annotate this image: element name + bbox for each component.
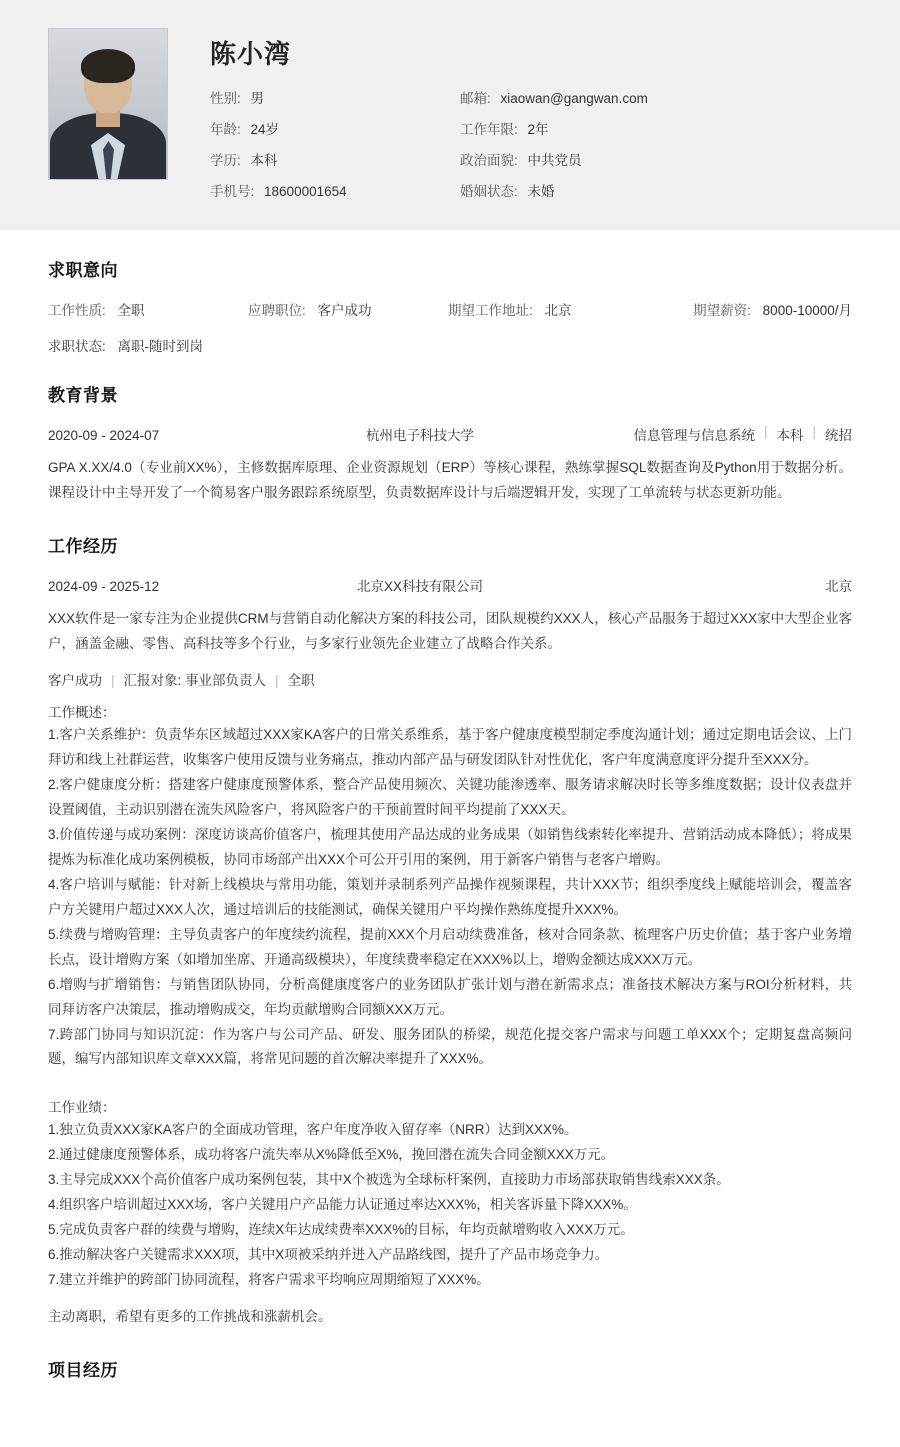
info-value: 18600001654	[264, 184, 347, 199]
work-position: 客户成功	[48, 672, 102, 688]
info-item-phone	[210, 180, 460, 200]
education-description: GPA X.XX/4.0（专业前XX%），主修数据库原理、企业资源规划（ERP）等核心课程，熟练掌握SQL数据查询及Python用于数据分析。课程设计中主导开发了一个简易客户服务跟踪系统原型，负责数据库设计与后端逻辑开发，实现了工单流转与状态更新功能。	[48, 460, 852, 500]
education-entry-header	[48, 424, 852, 444]
list-item: 6.推动解决客户关键需求XXX项，其中X项被采纳并进入产品路线图，提升了产品市场竞争力。	[48, 1247, 609, 1263]
list-item: 4.客户培训与赋能：针对新上线模块与常用功能，策划并录制系列产品操作视频课程，共计XXX节；组织季度线上赋能培训会，覆盖客户方关键用户超过XXX人次，通过培训后的技能测试，确保关键用户平均操作熟练度提升XXX%。	[48, 876, 852, 917]
info-item-age	[210, 118, 460, 138]
info-label: 婚姻状态:	[460, 184, 518, 199]
work-date: 2024-09 - 2025-12	[48, 578, 160, 594]
education-category: 统招	[825, 428, 852, 443]
job-intent-grid	[48, 299, 852, 319]
list-item: 4.组织客户培训超过XXX场，客户关键用户产品能力认证通过率达XXX%，相关客诉量下降XXX%。	[48, 1197, 637, 1213]
photo-hair	[81, 49, 135, 83]
work-company-intro: XXX软件是一家专注为企业提供CRM与营销自动化解决方案的科技公司，团队规模约XXX人，核心产品服务于超过XXX家中大型企业客户，涵盖金融、零售、高科技等多个行业，与多家行业领先企业建立了战略合作关系。	[48, 610, 852, 651]
divider: |	[812, 424, 816, 439]
work-overview-list	[48, 723, 852, 1073]
intent-item-status	[48, 335, 852, 355]
info-value: 本科	[250, 153, 278, 168]
list-item: 2.客户健康度分析：搭建客户健康度预警体系，整合产品使用频次、关键功能渗透率、服务请求解决时长等多维度数据；设计仪表盘并设置阈值，主动识别潜在流失风险客户，将风险客户的干预前置时间平均提前了XXX天。	[48, 776, 852, 817]
work-leave-reason: 主动离职，希望有更多的工作挑战和涨薪机会。	[48, 1309, 332, 1325]
section-title-project: 项目经历	[48, 1361, 118, 1381]
education-school: 杭州电子科技大学	[366, 428, 474, 443]
work-report-to: 汇报对象: 事业部负责人	[123, 672, 267, 688]
work-job-type: 全职	[287, 672, 315, 688]
list-item: 2.通过健康度预警体系，成功将客户流失率从X%降低至X%，挽回潜在流失合同金额XXX万元。	[48, 1147, 615, 1163]
work-company: 北京XX科技有限公司	[356, 578, 483, 594]
info-value: xiaowan@gangwan.com	[500, 91, 648, 106]
info-value: 男	[250, 91, 265, 106]
resume-content	[0, 230, 900, 1447]
info-label: 性别:	[210, 91, 241, 106]
info-value: 24岁	[250, 122, 280, 137]
info-value: 中共党员	[527, 153, 582, 168]
info-value: 2年	[527, 122, 549, 137]
intent-value: 离职-随时到岗	[117, 339, 204, 354]
intent-value: 8000-10000/月	[762, 303, 852, 318]
education-major: 信息管理与信息系统	[633, 428, 755, 443]
info-label: 学历:	[210, 153, 241, 168]
intent-item-position	[248, 299, 448, 319]
section-education	[48, 381, 852, 506]
list-item: 1.独立负责XXX家KA客户的全面成功管理，客户年度净收入留存率（NRR）达到XXX%。	[48, 1122, 578, 1138]
list-item: 3.价值传递与成功案例：深度访谈高价值客户，梳理其使用产品达成的业务成果（如销售线索转化率提升、营销活动成本降低）；将成果提炼为标准化成功案例模板，协同市场部产出XXX个可公开引用的案例，用于新客户销售与老客户增购。	[48, 826, 852, 867]
list-item: 7.建立并维护的跨部门协同流程，将客户需求平均响应周期缩短了XXX%。	[48, 1272, 490, 1288]
education-meta	[602, 424, 852, 444]
intent-value: 全职	[117, 303, 145, 318]
intent-label: 工作性质:	[48, 303, 106, 318]
info-label: 邮箱:	[460, 91, 491, 106]
avatar	[48, 28, 168, 180]
intent-label: 应聘职位:	[248, 303, 306, 318]
list-item: 6.增购与扩增销售：与销售团队协同，分析高健康度客户的业务团队扩张计划与潜在新需求点；准备技术解决方案与ROI分析材料，共同拜访客户决策层，推动增购成交，年均贡献增购合同额XXX万元。	[48, 976, 852, 1017]
resume-header	[0, 0, 900, 230]
info-value: 未婚	[527, 184, 555, 199]
info-label: 工作年限:	[460, 122, 518, 137]
info-item-email	[460, 87, 852, 107]
section-work-experience	[48, 532, 852, 1330]
info-label: 手机号:	[210, 184, 255, 199]
intent-value: 北京	[544, 303, 572, 318]
intent-value: 客户成功	[317, 303, 372, 318]
info-item-political-status	[460, 149, 852, 169]
intent-label: 期望薪资:	[693, 303, 751, 318]
section-title-job-intent: 求职意向	[48, 261, 118, 280]
info-label: 年龄:	[210, 122, 241, 137]
education-date: 2020-09 - 2024-07	[48, 428, 160, 443]
list-item: 7.跨部门协同与知识沉淀：作为客户与公司产品、研发、服务团队的桥梁，规范化提交客户需求与问题工单XXX个；定期复盘高频问题，编写内部知识库文章XXX篇，将常见问题的首次解决率提升了XXX%。	[48, 1026, 852, 1067]
list-item: 1.客户关系维护：负责华东区域超过XXX家KA客户的日常关系维系，基于客户健康度模型制定季度沟通计划；通过定期电话会议、上门拜访和线上社群运营，收集客户使用反馈与业务痛点，推动内部产品与研发团队针对性优化，客户年度满意度评分提升至XXX分。	[48, 726, 852, 767]
intent-label: 求职状态:	[48, 339, 106, 354]
intent-item-salary	[648, 299, 852, 319]
work-overview-label: 工作概述：	[48, 704, 116, 720]
list-item: 3.主导完成XXX个高价值客户成功案例包装，其中X个被选为全球标杆案例，直接助力市场部获取销售线索XXX条。	[48, 1172, 730, 1188]
section-project	[48, 1356, 852, 1381]
info-item-degree	[210, 149, 460, 169]
divider: |	[763, 424, 768, 439]
intent-item-job-nature	[48, 299, 248, 319]
section-title-education: 教育背景	[48, 386, 118, 405]
page-title: 陈小湾	[210, 39, 292, 69]
intent-label: 期望工作地址:	[448, 303, 533, 318]
work-position-line	[48, 669, 852, 689]
work-achievement-list	[48, 1118, 852, 1293]
intent-item-location	[448, 299, 648, 319]
info-item-experience	[460, 118, 852, 138]
divider: |	[275, 672, 279, 688]
work-entry-header	[48, 575, 852, 595]
section-job-intent	[48, 256, 852, 355]
header-main	[168, 28, 852, 200]
info-label: 政治面貌:	[460, 153, 518, 168]
list-item: 5.完成负责客户群的续费与增购，连续X年达成续费率XXX%的目标，年均贡献增购收入XXX万元。	[48, 1222, 634, 1238]
personal-info-grid	[210, 87, 852, 200]
section-title-work: 工作经历	[48, 536, 118, 556]
list-item: 5.续费与增购管理：主导负责客户的年度续约流程，提前XXX个月启动续费准备，核对合同条款、梳理客户历史价值；基于客户业务增长点，设计增购方案（如增加坐席、开通高级模块），年度续费率稳定在XXX%以上，增购金额达成XXX万元。	[48, 926, 852, 967]
info-item-gender	[210, 87, 460, 107]
spacer	[48, 1084, 852, 1096]
info-item-marital-status	[460, 180, 852, 200]
divider: |	[111, 672, 115, 688]
education-degree: 本科	[776, 428, 804, 443]
work-achievement-label: 工作业绩：	[48, 1100, 116, 1116]
work-location: 北京	[825, 578, 852, 594]
